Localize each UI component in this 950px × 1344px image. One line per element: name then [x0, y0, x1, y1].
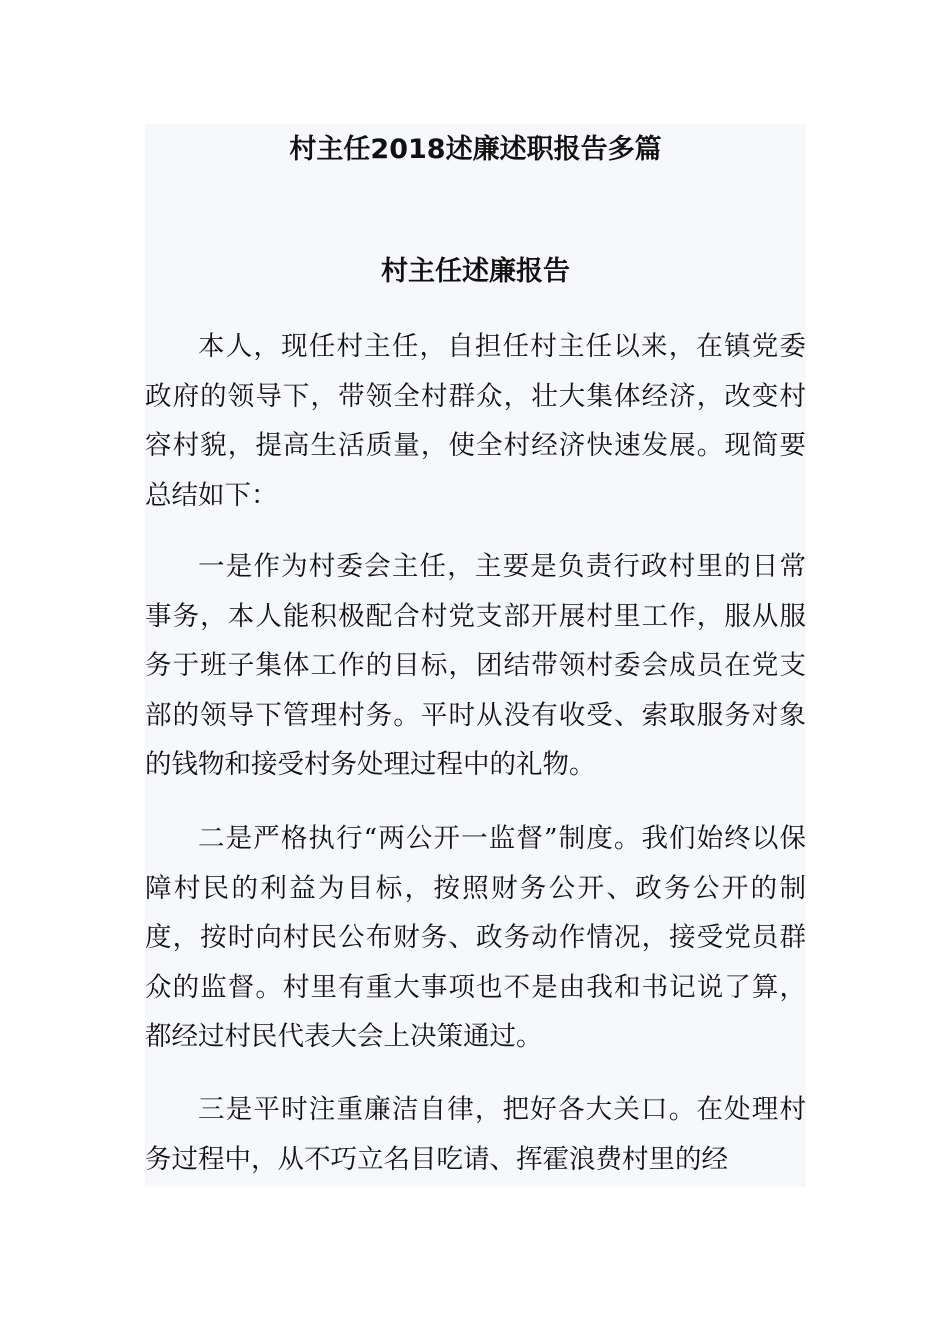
paragraph-2: 一是作为村委会主任，主要是负责行政村里的日常事务，本人能积极配合村党支部开展村里工作，服从服务于班子集体工作的目标，团结带领村委会成员在党支部的领导下管理村务。平时从没有收受、索取服务对象的钱物和接受村务处理过程中的礼物。 — [145, 551, 806, 780]
section-title: 村主任述廉报告 — [381, 256, 570, 287]
document-title: 村主任2018述廉述职报告多篇 — [289, 134, 662, 165]
document-page — [145, 124, 806, 1187]
paragraph-4: 三是平时注重廉洁自律，把好各大关口。在处理村务过程中，从不巧立名目吃请、挥霍浪费村里的经 — [145, 1094, 806, 1175]
paragraph-3: 二是严格执行“两公开一监督”制度。我们始终以保障村民的利益为目标，按照财务公开、政务公开的制度，按时向村民公布财务、政务动作情况，接受党员群众的监督。村里有重大事项也不是由我和书记说了算，都经过村民代表大会上决策通过。 — [145, 823, 806, 1052]
paragraph-1: 本人，现任村主任，自担任村主任以来，在镇党委政府的领导下，带领全村群众，壮大集体经济，改变村容村貌，提高生活质量，使全村经济快速发展。现简要总结如下： — [145, 331, 806, 511]
